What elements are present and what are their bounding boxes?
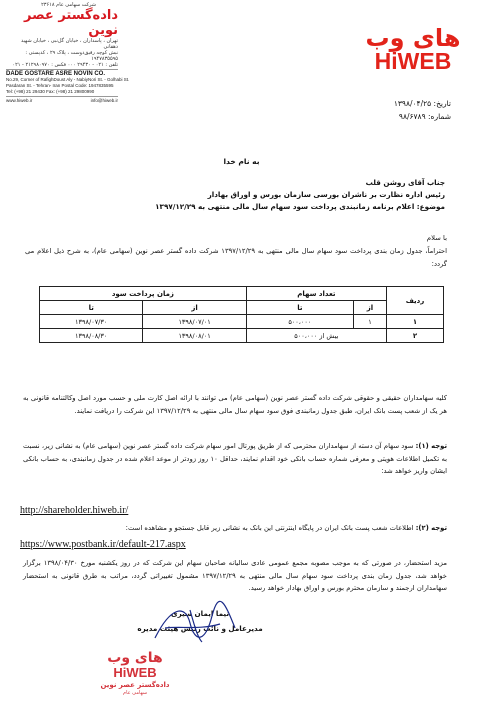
header-time: زمان پرداخت سود <box>40 287 247 301</box>
cell-time-from: ۱۳۹۸/۰۷/۰۱ <box>143 315 246 329</box>
date-label: تاریخ: <box>433 99 451 108</box>
greeting: با سلام <box>426 234 447 242</box>
stamp-logo-fa: های وب <box>107 650 163 666</box>
number-row <box>331 112 451 121</box>
header-shares: تعداد سهام <box>246 287 386 301</box>
header-time-to: تا <box>40 301 143 315</box>
recipient-title: رئیس اداره نظارت بر ناشران بورسی سازمان بورس و اوراق بهادار <box>207 190 445 199</box>
cell-time-from: ۱۳۹۸/۰۸/۰۱ <box>143 329 246 343</box>
address-fa-2: نبش کوچه رفیق‌دوست ، پلاک ۲۹ ، کدپستی : ۱۹۴۷۸۳۵۵۹۵ <box>25 50 118 62</box>
phone-fa: تلفن : ۰۲۱ - ۲۹۴۳۰ ۰۰۰ فکس : ۲۱۲۹۸۰۹۷۰ - ۰۲۱ <box>12 62 118 68</box>
address-fa: تهران ، پاسداران ، خیابان گل‌نبی ، خیابان شهید دهقانی <box>21 38 118 50</box>
stamp-company: داده‌گستر عصر نوین <box>100 681 170 689</box>
eligibility-paragraph: کلیه سهامداران حقیقی و حقوقی شرکت داده گستر عصر نوین (سهامی عام) می توانند با ارائه اصل کارت ملی و حسب مورد اصل وکالتنامه قانونی به هر یک از شعب پست بانک ایران، طبق جدول زمانبندی فوق سود سهام سال مالی منتهی به ۱۳۹۷/۱۲/۲۹ این شرکت را دریافت نمایند. <box>23 394 447 415</box>
postbank-link[interactable]: https://www.postbank.ir/default-217.aspx <box>20 539 186 550</box>
letterhead <box>6 2 156 104</box>
shareholder-link[interactable]: http://shareholder.hiweb.ir/ <box>20 505 129 516</box>
address-en-2: Pasdaran St. - Tehran- Iran Postal Code: 1947835595 <box>6 83 114 88</box>
letter-meta <box>331 99 451 121</box>
header-shares-to: تا <box>246 301 353 315</box>
subject: موضوع: اعلام برنامه زمانبندی پرداخت سود سهام سال مالی منتهی به ۱۳۹۷/۱۲/۲۹ <box>155 202 445 211</box>
company-stamp <box>98 650 172 722</box>
number-value: ۹۸/۶۷۸۹ <box>398 112 426 121</box>
cell-row: ۲ <box>387 329 444 343</box>
divider <box>6 96 118 97</box>
cell-shares-merged: بیش از ۵۰۰،۰۰۰ <box>246 329 386 343</box>
company-type: شرکت سهامی عام ۲۳۶۱۸ <box>41 2 96 8</box>
cell-row: ۱ <box>387 315 444 329</box>
divider <box>6 69 118 70</box>
recipient-name: جناب آقای روشن قلب <box>365 178 445 187</box>
note-1 <box>23 440 447 478</box>
table-row <box>40 315 444 329</box>
website-link[interactable]: www.hiweb.ir <box>6 98 33 103</box>
table-row <box>40 329 444 343</box>
number-label: شماره: <box>428 112 451 121</box>
logo-en: HiWEB <box>374 48 452 74</box>
note-2 <box>23 522 447 535</box>
stamp-small-text: سهامی عام <box>122 690 148 696</box>
email-link[interactable]: info@hiweb.ir <box>90 98 118 103</box>
note-1-text: سود سهام آن دسته از سهامداران محترمی که از طریق پورتال امور سهام شرکت داده گستر عصر نوین (سهامی عام) به نشانی زیر، نسبت به تکمیل اطلاعات هویتی و معرفی شماره حساب بانکی خود اقدام نمایند، حداقل ۱۰ روز زودتر از موعد اعلام شده در جدول زمانبندی، به حساب بانکی ایشان واریز خواهد شد: <box>23 442 447 475</box>
date-value: ۱۳۹۸/۰۴/۲۵ <box>393 99 432 108</box>
amendment-paragraph: مزید استحضار، در صورتی که به موجب مصوبه مجمع عمومی عادی سالیانه صاحبان سهام این شرکت که در روز یکشنبه مورخ ۱۳۹۸/۰۴/۳۰ برگزار خواهد شد، جدول زمان بندی پرداخت سود سهام سال مالی منتهی به ۱۳۹۷/۱۲/۲۹ مشمول تغییراتی گردد، مراتب به طرق قانونی به استحضار سهامداران ارجمند و سازمان محترم بورس و اوراق بهادار خواهد رسید. <box>23 559 447 592</box>
date-row <box>331 99 451 108</box>
header-time-from: از <box>143 301 246 315</box>
address-en-1: No.29, Corner of RafighDoust Aly - NabiyNori St. - Golhabi St. <box>6 77 130 82</box>
phone-en: Tel: (+98) 21 29430 Fax: (+98) 21 29800990 <box>6 89 95 94</box>
intro-paragraph: احتراماً، جدول زمان بندی پرداخت سود سهام سال مالی منتهی به ۱۳۹۷/۱۲/۲۹ شرکت داده گستر عصر نوین (سهامی عام)، به شرح ذیل اعلام می گردد: <box>25 247 447 268</box>
cell-shares-to: ۵۰۰،۰۰۰ <box>246 315 353 329</box>
payment-schedule-table <box>39 286 444 343</box>
cell-shares-from: ۱ <box>353 315 386 329</box>
hiweb-logo <box>363 24 463 75</box>
signatory-name: نیما ایمان سیری <box>170 609 230 618</box>
note-2-label: توجه (۲): <box>415 524 447 532</box>
recipient-block <box>25 177 445 213</box>
stamp-logo-en: HiWEB <box>113 665 157 680</box>
handwritten-signature <box>150 598 240 648</box>
company-name-en: DADE GOSTARE ASRE NOVIN CO. <box>6 71 106 77</box>
note-1-label: توجه (۱): <box>415 442 447 450</box>
company-name-fa: داده‌گستر عصر نوین <box>24 8 118 38</box>
cell-time-to: ۱۳۹۸/۰۷/۳۰ <box>40 315 143 329</box>
header-row: ردیف <box>387 287 444 315</box>
cell-time-to: ۱۳۹۸/۰۸/۳۰ <box>40 329 143 343</box>
contact-line <box>6 98 118 104</box>
basmala: به نام خدا <box>223 157 260 166</box>
header-shares-from: از <box>353 301 386 315</box>
logo-fa: های وب <box>365 24 461 52</box>
note-2-text: اطلاعات شعب پست بانک ایران در پایگاه اینترنتی این بانک به نشانی زیر قابل جستجو و مشاهده است: <box>125 524 414 532</box>
signatory-title: مدیرعامل و نائب رئیس هیئت مدیره <box>137 624 263 633</box>
